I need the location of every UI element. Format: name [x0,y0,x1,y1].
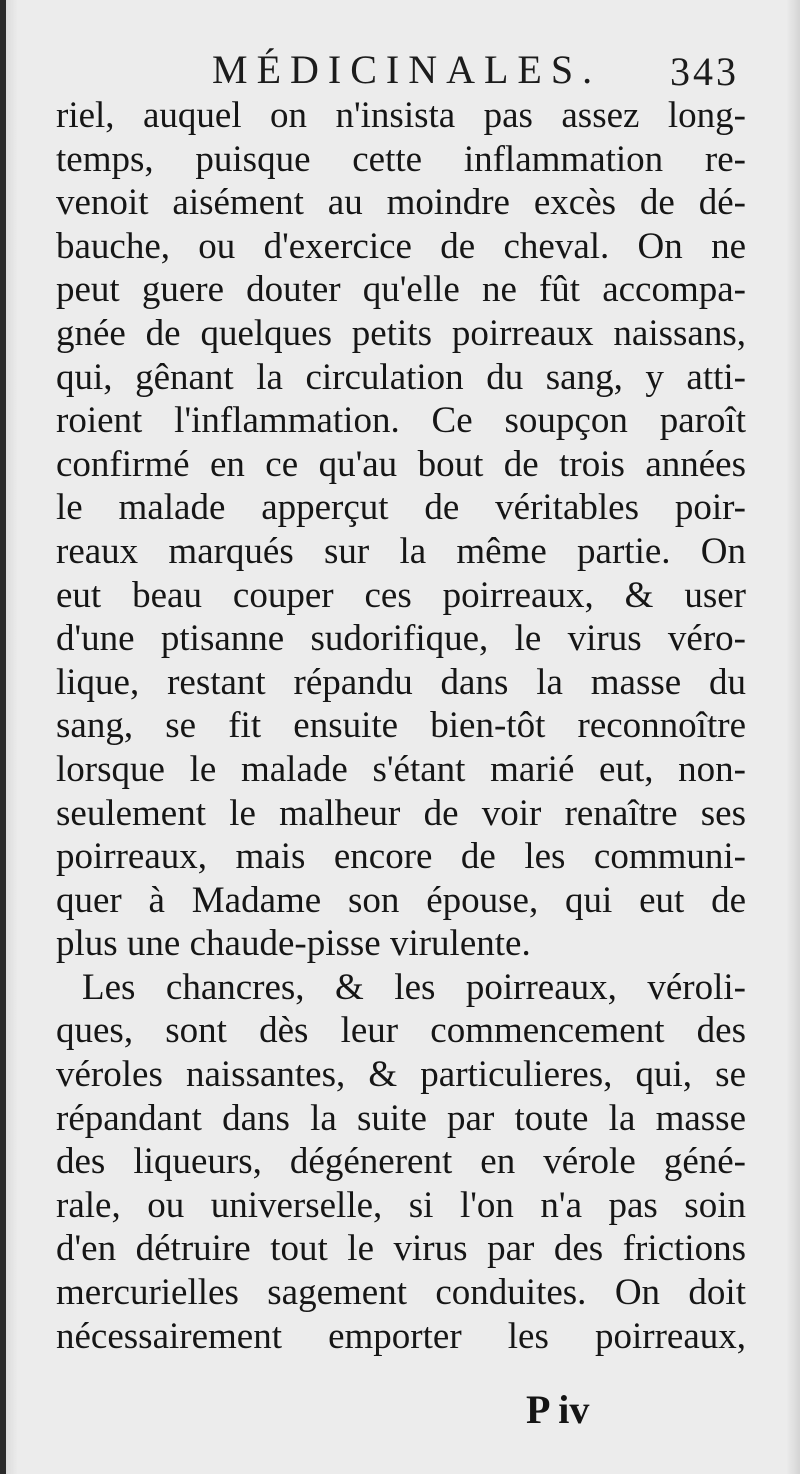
text-line: roient l'inflammation. Ce soupçon paroît [56,400,746,442]
text-line: lorsque le malade s'étant marié eut, non- [56,748,746,790]
text-line: rale, ou universelle, si l'on n'a pas soin [56,1184,746,1226]
text-line: qui, gênant la circulation du sang, y atti- [56,356,746,398]
signature-mark: P iv [526,1387,590,1432]
text-line: seulement le malheur de voir renaître ses [56,792,746,834]
text-line: temps, puisque cette inflammation re- [56,138,746,180]
page-header [0,46,800,96]
text-line: bauche, ou d'exercice de cheval. On ne [56,225,746,267]
text-line: véroles naissantes, & particulieres, qui, se [56,1054,746,1096]
paragraph-1 [56,94,746,966]
text-line: ques, sont dès leur commencement des [56,1010,746,1052]
text-line: poirreaux, mais encore de les communi- [56,836,746,878]
text-line: d'une ptisanne sudorifique, le virus véro- [56,618,746,660]
text-line: peut guere douter qu'elle ne fût accompa- [56,269,746,311]
text-line: reaux marqués sur la même partie. On [56,530,746,572]
text-line: le malade apperçut de véritables poir- [56,487,746,529]
running-head: MÉDICINALES. [212,47,602,92]
text-line: d'en détruire tout le virus par des frictions [56,1228,746,1270]
text-line: Les chancres, & les poirreaux, véroli- [82,966,746,1008]
text-line: mercurielles sagement conduites. On doit [56,1272,746,1314]
text-line: gnée de quelques petits poirreaux naissans, [56,312,746,354]
text-line: nécessairement emporter les poirreaux, [56,1315,746,1357]
text-line: répandant dans la suite par toute la masse [56,1097,746,1139]
page-number: 343 [670,49,739,94]
text-line: des liqueurs, dégénerent en vérole géné- [56,1141,746,1183]
text-line: confirmé en ce qu'au bout de trois années [56,443,746,485]
text-line: lique, restant répandu dans la masse du [56,661,746,703]
text-line: plus une chaude-pisse virulente. [56,923,531,965]
text-line: venoit aisément au moindre excès de dé- [56,182,746,224]
text-line: riel, auquel on n'insista pas assez long- [56,95,746,136]
text-line: quer à Madame son épouse, qui eut de [56,879,746,921]
body-text [56,94,746,1358]
paragraph-2 [56,966,746,1358]
text-line: eut beau couper ces poirreaux, & user [56,574,746,616]
page-gutter-edge [0,0,6,1474]
text-line: sang, se fit ensuite bien-tôt reconnoître [56,705,746,747]
